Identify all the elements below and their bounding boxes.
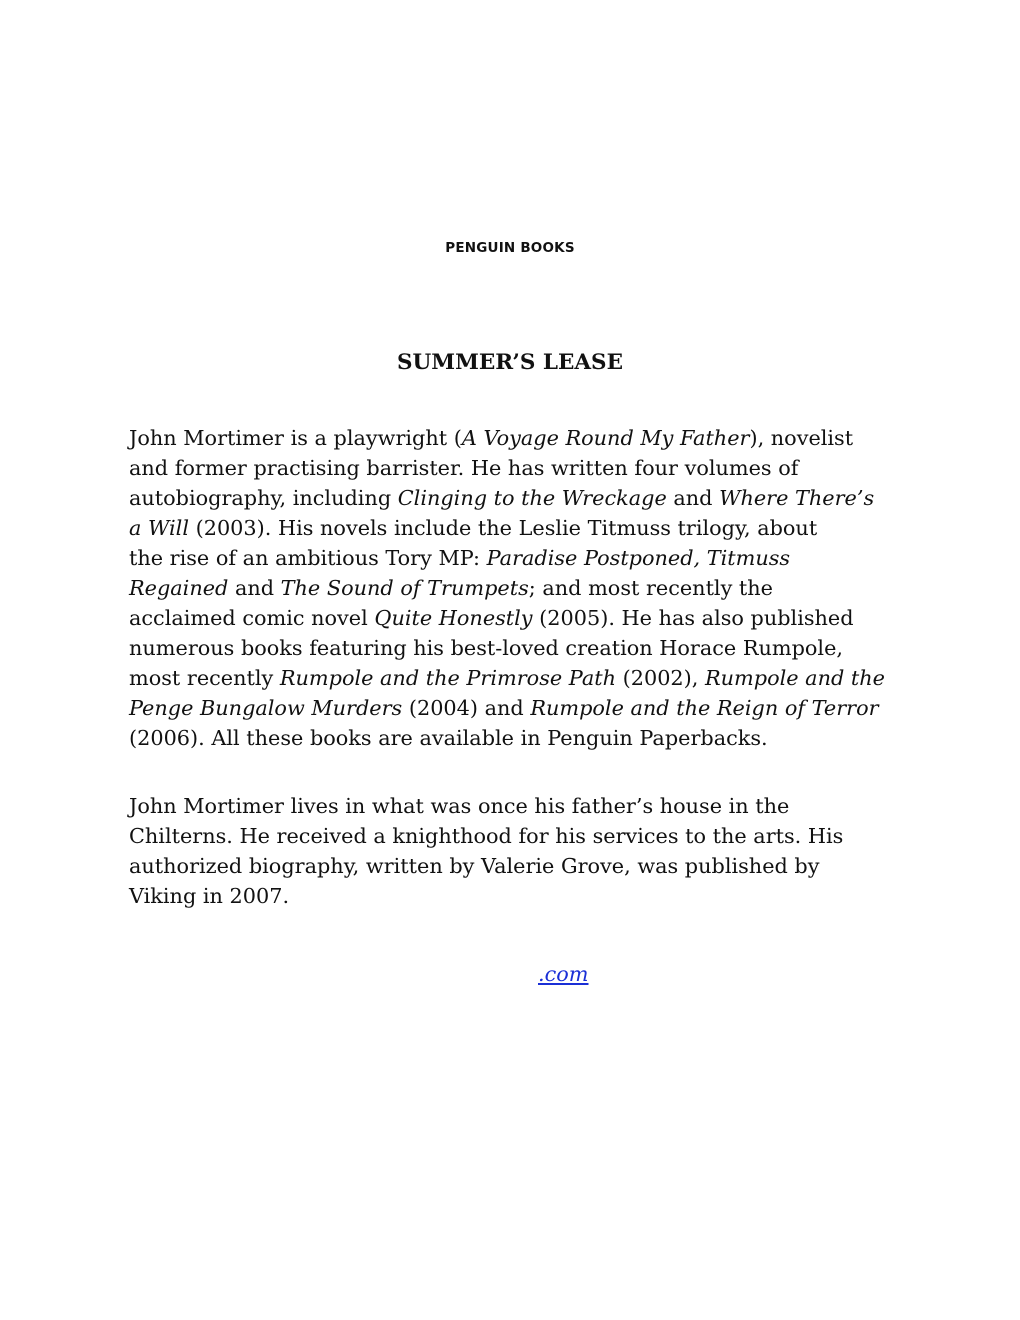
text-run: (2004) and xyxy=(402,696,531,720)
website-link[interactable]: .com xyxy=(538,962,589,986)
text-run: ; and most recently the xyxy=(528,576,773,600)
italic-title-run: Rumpole and the xyxy=(705,666,885,690)
text-run: and xyxy=(666,486,720,510)
text-run: most recently xyxy=(129,666,280,690)
text-run: autobiography, including xyxy=(129,486,398,510)
text-run: acclaimed comic novel xyxy=(129,606,375,630)
italic-title-run: The Sound of Trumpets xyxy=(280,576,529,600)
text-run: ), novelist xyxy=(749,426,854,450)
italic-title-run: Regained xyxy=(129,576,229,600)
text-line xyxy=(129,513,909,543)
text-line xyxy=(129,723,909,753)
text-run: Chilterns. He received a knighthood for his services to the arts. His xyxy=(129,824,844,848)
text-line xyxy=(129,483,909,513)
text-line xyxy=(129,881,909,911)
text-line xyxy=(129,663,909,693)
text-run: the rise of an ambitious Tory MP: xyxy=(129,546,487,570)
text-run: authorized biography, written by Valerie Grove, was published by xyxy=(129,854,820,878)
text-line xyxy=(129,573,909,603)
text-run: John Mortimer lives in what was once his father’s house in the xyxy=(129,794,790,818)
publisher-name: PENGUIN BOOKS xyxy=(445,240,575,256)
text-line xyxy=(129,423,909,453)
text-run: (2003). His novels include the Leslie Titmuss trilogy, about xyxy=(188,516,818,540)
text-run: John Mortimer is a playwright ( xyxy=(129,426,462,450)
text-run: Viking in 2007. xyxy=(129,884,290,908)
text-line xyxy=(129,543,909,573)
italic-title-run: a Will xyxy=(129,516,189,540)
author-bio-paragraph-1 xyxy=(129,423,909,753)
text-line xyxy=(129,821,909,851)
book-title: SUMMER’S LEASE xyxy=(397,350,623,375)
text-line xyxy=(129,693,909,723)
text-line xyxy=(129,791,909,821)
text-line xyxy=(129,453,909,483)
text-run: and former practising barrister. He has written four volumes of xyxy=(129,456,799,480)
text-line xyxy=(129,851,909,881)
author-bio-paragraph-2 xyxy=(129,791,909,911)
italic-title-run: Penge Bungalow Murders xyxy=(129,696,403,720)
text-line xyxy=(129,633,909,663)
text-run: and xyxy=(228,576,281,600)
text-line xyxy=(129,603,909,633)
text-run: (2006). All these books are available in Penguin Paperbacks. xyxy=(129,726,768,750)
italic-title-run: Rumpole and the Primrose Path xyxy=(279,666,616,690)
italic-title-run: Where There’s xyxy=(719,486,875,510)
italic-title-run: Quite Honestly xyxy=(374,606,533,630)
italic-title-run: A Voyage Round My Father xyxy=(461,426,750,450)
text-run: (2002), xyxy=(616,666,705,690)
text-run: (2005). He has also published xyxy=(532,606,854,630)
text-run: numerous books featuring his best-loved creation Horace Rumpole, xyxy=(129,636,843,660)
italic-title-run: Clinging to the Wreckage xyxy=(397,486,667,510)
italic-title-run: Paradise Postponed, Titmuss xyxy=(486,546,791,570)
italic-title-run: Rumpole and the Reign of Terror xyxy=(530,696,879,720)
